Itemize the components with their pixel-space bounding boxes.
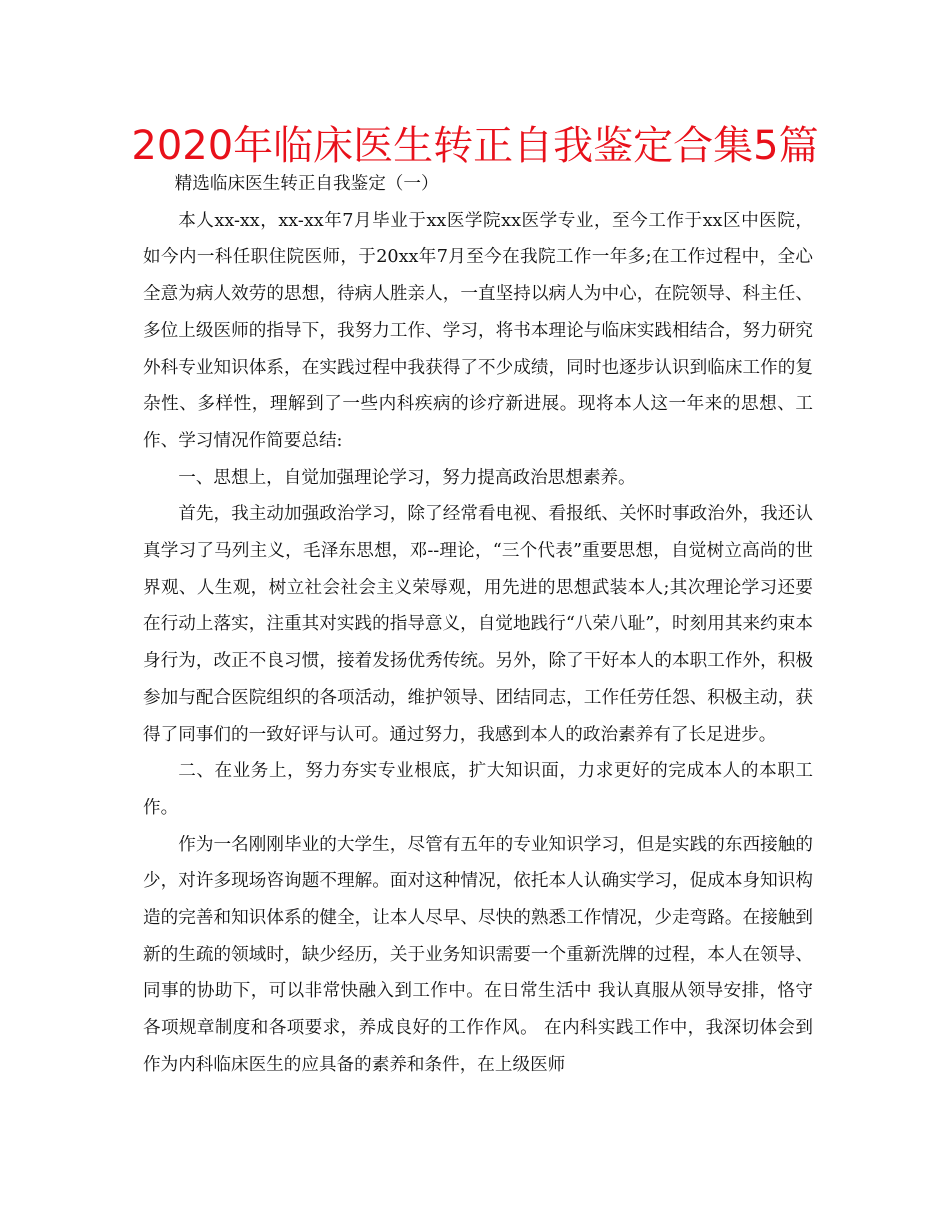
section-heading-thought: 一、思想上，自觉加强理论学习，努力提高政治思想素养。 [178, 467, 636, 488]
document-title: 2020年临床医生转正自我鉴定合集5篇 [131, 123, 819, 169]
paragraph-thought: 首先，我主动加强政治学习，除了经常看电视、看报纸、关怀时事政治外，我还认真学习了马列主义，毛泽东思想，邓--理论，“三个代表”重要思想，自觉树立高尚的世界观、人生观，树立社会社会主义荣辱观，用先进的思想武装本人;其次理论学习还要在行动上落实，注重其对实践的指导意义，自觉地践行“八荣八耻”，时刻用其来约束本身行为，改正不良习惯，接着发扬优秀传统。另外，除了干好本人的本职工作外，积极参加与配合医院组织的各项活动，维护领导、团结同志，工作任劳任怨、积极主动，获得了同事们的一致好评与认可。通过努力，我感到本人的政治素养有了长足进步。 [143, 504, 813, 745]
document-body [143, 166, 813, 1084]
section-heading-business: 二、在业务上，努力夯实专业根底，扩大知识面，力求更好的完成本人的本职工作。 [143, 761, 813, 818]
section-subtitle: 精选临床医生转正自我鉴定（一） [174, 174, 439, 194]
paragraph-intro: 本人xx-xx，xx-xx年7月毕业于xx医学院xx医学专业，至今工作于xx区中医院，如今内一科任职住院医师，于20xx年7月至今在我院工作一年多;在工作过程中，全心全意为病人效劳的思想，待病人胜亲人，一直坚持以病人为中心，在院领导、科主任、多位上级医师的指导下，我努力工作、学习，将书本理论与临床实践相结合，努力研究外科专业知识体系，在实践过程中我获得了不少成绩，同时也逐步认识到临床工作的复杂性、多样性，理解到了一些内科疾病的诊疗新进展。现将本人这一年来的思想、工作、学习情况作简要总结: [143, 210, 813, 451]
paragraph-business: 作为一名刚刚毕业的大学生，尽管有五年的专业知识学习，但是实践的东西接触的少，对许多现场咨询题不理解。面对这种情况，依托本人认确实学习，促成本身知识构造的完善和知识体系的健全，让本人尽早、尽快的熟悉工作情况，少走弯路。在接触到新的生疏的领域时，缺少经历，关于业务知识需要一个重新洗牌的过程，本人在领导、同事的协助下，可以非常快融入到工作中。在日常生活中 我认真服从领导安排，恪守各项规章制度和各项要求，养成良好的工作作风。 在内科实践工作中，我深切体会到作为内科临床医生的应具备的素养和条件，在上级医师 [143, 834, 813, 1075]
